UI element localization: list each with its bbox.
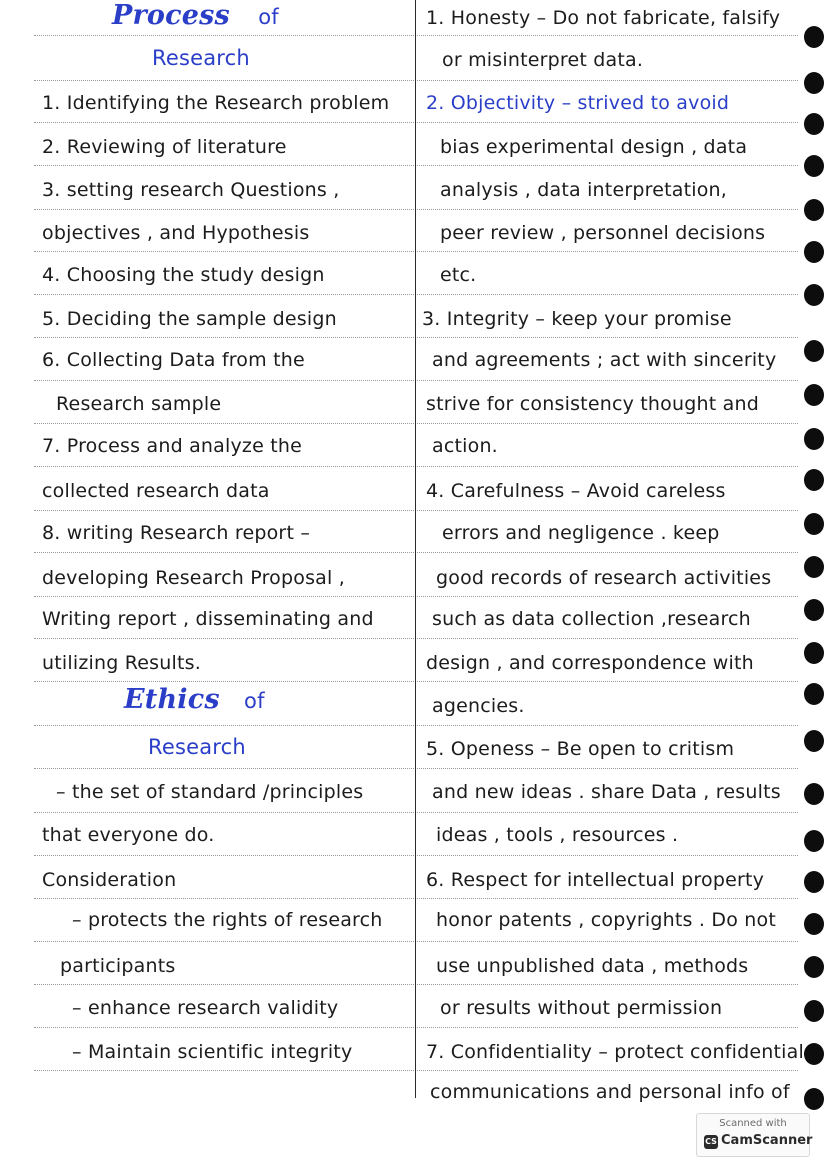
binder-hole — [804, 956, 824, 978]
principle-line: 1. Honesty – Do not fabricate, falsify — [426, 7, 781, 29]
binder-hole — [804, 241, 824, 263]
principle-line: and new ideas . share Data , results — [432, 781, 781, 803]
ruled-line — [34, 1070, 798, 1071]
binder-hole — [804, 783, 824, 805]
process-title-row — [112, 0, 279, 31]
ethics-title-row — [124, 684, 265, 715]
binder-hole — [804, 469, 824, 491]
ruled-line — [34, 35, 798, 36]
ruled-line — [34, 1027, 798, 1028]
binder-hole — [804, 1043, 824, 1065]
ruled-line — [34, 596, 798, 597]
ruled-line — [34, 165, 798, 166]
process-step: 8. writing Research report – — [42, 522, 311, 544]
principle-line: and agreements ; act with sincerity — [432, 349, 777, 371]
binder-hole — [804, 199, 824, 221]
process-step: Research sample — [56, 393, 222, 415]
process-step: 3. setting research Questions , — [42, 179, 340, 201]
binder-hole — [804, 599, 824, 621]
ruled-line — [34, 552, 798, 553]
principle-line: strive for consistency thought and — [426, 393, 759, 415]
process-step: 4. Choosing the study design — [42, 264, 325, 286]
ethics-line: – protects the rights of research — [72, 909, 383, 931]
binder-hole — [804, 871, 824, 893]
binder-hole — [804, 1000, 824, 1022]
binder-hole — [804, 72, 824, 94]
principle-line: 3. Integrity – keep your promise — [422, 308, 732, 330]
ruled-line — [34, 941, 798, 942]
principle-line: use unpublished data , methods — [436, 955, 749, 977]
process-step: 2. Reviewing of literature — [42, 136, 287, 158]
ruled-line — [34, 423, 798, 424]
ethics-line: – enhance research validity — [72, 997, 339, 1019]
binder-hole — [804, 556, 824, 578]
ruled-line — [34, 812, 798, 813]
process-title-of: of — [258, 5, 279, 29]
ruled-line — [34, 251, 798, 252]
principle-line: peer review , personnel decisions — [440, 222, 766, 244]
ethics-line: that everyone do. — [42, 824, 215, 846]
binder-hole — [804, 155, 824, 177]
principle-line: design , and correspondence with — [426, 652, 754, 674]
process-step: 1. Identifying the Research problem — [42, 92, 390, 114]
principle-line: 7. Confidentiality – protect confidential — [426, 1041, 804, 1063]
ethics-line: – the set of standard /principles — [56, 781, 364, 803]
principle-line: agencies. — [432, 695, 525, 717]
process-title: Process — [112, 0, 230, 31]
ruled-line — [34, 725, 798, 726]
ruled-line — [34, 466, 798, 467]
process-step: Writing report , disseminating and — [42, 608, 374, 630]
camscanner-stamp — [696, 1113, 813, 1157]
ruled-line — [34, 209, 798, 210]
principle-line: ideas , tools , resources . — [436, 824, 679, 846]
stamp-app-name: CamScanner — [721, 1133, 813, 1148]
binder-hole — [804, 730, 824, 752]
principle-line: or misinterpret data. — [442, 49, 644, 71]
principle-line: or results without permission — [440, 997, 723, 1019]
ruled-line — [34, 337, 798, 338]
ruled-line — [34, 855, 798, 856]
binder-hole — [804, 913, 824, 935]
column-divider — [415, 0, 416, 1098]
process-step: 5. Deciding the sample design — [42, 308, 337, 330]
binder-hole — [804, 683, 824, 705]
principle-line: action. — [432, 435, 498, 457]
principle-line: 6. Respect for intellectual property — [426, 869, 765, 891]
ruled-line — [34, 984, 798, 985]
ruled-line — [34, 510, 798, 511]
ruled-line — [34, 898, 798, 899]
principle-line: etc. — [440, 264, 477, 286]
binder-hole — [804, 642, 824, 664]
process-subtitle: Research — [152, 46, 250, 70]
ethics-line: participants — [60, 955, 176, 977]
ruled-line — [34, 768, 798, 769]
ethics-subtitle: Research — [148, 735, 246, 759]
principle-line: communications and personal info of — [430, 1081, 790, 1103]
ruled-line — [34, 294, 798, 295]
camscanner-logo-icon: CS — [704, 1135, 718, 1149]
ethics-line: – Maintain scientific integrity — [72, 1041, 353, 1063]
binder-hole — [804, 340, 824, 362]
process-step: 6. Collecting Data from the — [42, 349, 305, 371]
principle-line: errors and negligence . keep — [442, 522, 720, 544]
ruled-line — [34, 638, 798, 639]
binder-hole — [804, 1088, 824, 1110]
ruled-line — [34, 681, 798, 682]
principle-line: good records of research activities — [436, 567, 772, 589]
binder-hole — [804, 113, 824, 135]
process-step: 7. Process and analyze the — [42, 435, 303, 457]
ethics-title-of: of — [244, 689, 265, 713]
binder-hole — [804, 513, 824, 535]
process-step: utilizing Results. — [42, 652, 201, 674]
ethics-line: Consideration — [42, 869, 177, 891]
process-step: collected research data — [42, 480, 270, 502]
principle-line: analysis , data interpretation, — [440, 179, 728, 201]
binder-hole — [804, 830, 824, 852]
ethics-title: Ethics — [124, 684, 220, 715]
process-step: developing Research Proposal , — [42, 567, 345, 589]
process-step: objectives , and Hypothesis — [42, 222, 310, 244]
ruled-line — [34, 380, 798, 381]
principle-line: such as data collection ,research — [432, 608, 751, 630]
principle-line: bias experimental design , data — [440, 136, 748, 158]
binder-hole — [804, 26, 824, 48]
binder-hole — [804, 284, 824, 306]
principle-line: 2. Objectivity – strived to avoid — [426, 92, 730, 114]
ruled-line — [34, 122, 798, 123]
binder-hole — [804, 384, 824, 406]
principle-line: honor patents , copyrights . Do not — [436, 909, 776, 931]
ruled-line — [34, 80, 798, 81]
principle-line: 5. Openess – Be open to critism — [426, 738, 735, 760]
stamp-caption: Scanned with — [719, 1118, 787, 1129]
binder-hole — [804, 428, 824, 450]
principle-line: 4. Carefulness – Avoid careless — [426, 480, 726, 502]
